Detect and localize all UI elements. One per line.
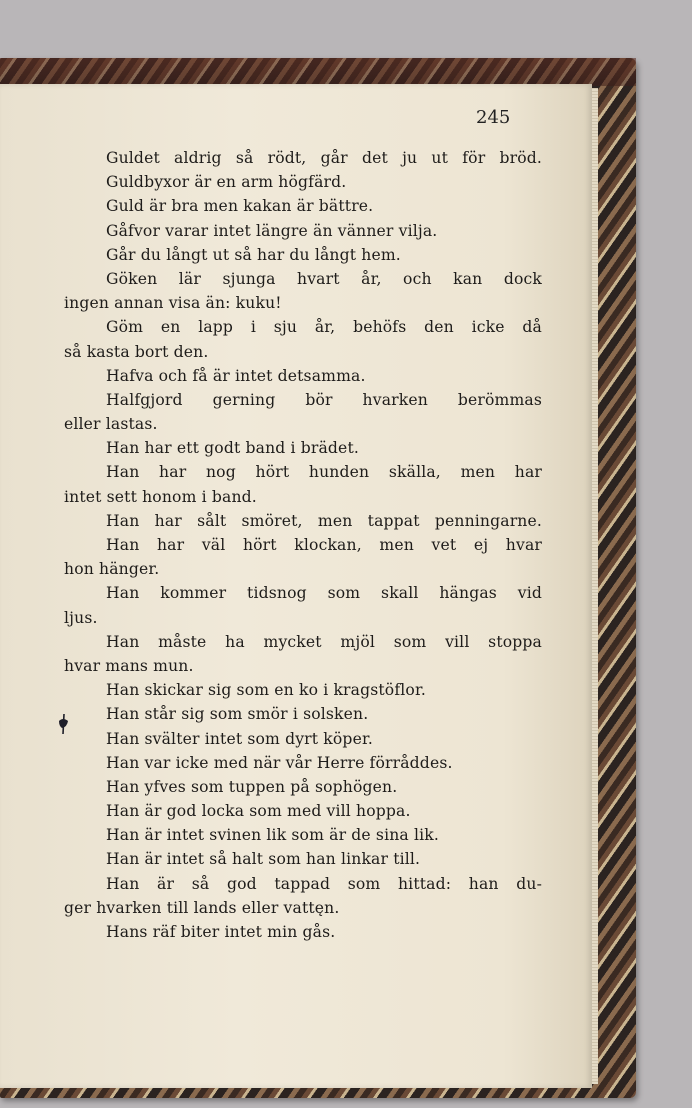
text-line: Han har nog hört hunden skälla, men har [106, 463, 542, 482]
text-line: Han står sig som smör i solsken. [106, 705, 369, 724]
text-line: Han kommer tidsnog som skall hängas vid [106, 584, 542, 603]
text-line: Han har sålt smöret, men tappat penningarne. [106, 511, 542, 530]
text-line: hon hänger. [64, 560, 160, 579]
text-line: Göm en lapp i sju år, behöfs den icke då [106, 318, 542, 337]
hand-drawn-mark-icon [56, 713, 70, 735]
text-line: Han har väl hört klockan, men vet ej hvar [106, 536, 542, 554]
text-line: ger hvarken till lands eller vattęn. [64, 898, 340, 917]
text-line: Han skickar sig som en ko i kragstöflor. [106, 681, 426, 700]
text-line: Han yfves som tuppen på sophögen. [106, 777, 398, 796]
text-line: Guld är bra men kakan är bättre. [106, 197, 374, 216]
text-line: Går du långt ut så har du långt hem. [106, 245, 401, 264]
text-line: ingen annan visa än: kuku! [64, 294, 282, 313]
text-line: Guldbyxor är en arm högfärd. [106, 173, 347, 192]
text-line: intet sett honom i band. [64, 487, 257, 506]
text-line: Hans räf biter intet min gås. [106, 923, 336, 941]
text-line: Han var icke med när vår Herre förråddes. [106, 753, 453, 772]
text-line: Guldet aldrig så rödt, går det ju ut för bröd. [106, 149, 542, 167]
text-line: Han är så god tappad som hittad: han du- [106, 874, 542, 893]
proverb-text-block [62, 146, 542, 944]
text-line: så kasta bort den. [64, 342, 209, 361]
text-line: Han är intet så halt som han linkar till. [106, 850, 421, 869]
text-line: hvar mans mun. [64, 656, 194, 675]
text-line: eller lastas. [64, 415, 158, 434]
text-line: Hafva och få är intet detsamma. [106, 366, 366, 385]
text-line: Han måste ha mycket mjöl som vill stoppa [106, 632, 542, 651]
text-line: Gåfvor varar intet längre än vänner vilja. [106, 221, 438, 240]
text-line: Han svälter intet som dyrt köper. [106, 729, 373, 748]
page-edges [592, 88, 598, 1084]
text-line: Han är intet svinen lik som är de sina lik. [106, 826, 439, 845]
text-line: Han har ett godt band i brädet. [106, 439, 359, 458]
text-line: Han är god locka som med vill hoppa. [106, 802, 411, 821]
page-number: 245 [476, 107, 511, 128]
text-line: ljus. [64, 608, 98, 627]
text-line: Halfgjord gerning bör hvarken berömmas [106, 390, 542, 409]
cover-binding-edge [0, 58, 636, 86]
text-line: Göken lär sjunga hvart år, och kan dock [106, 269, 542, 288]
